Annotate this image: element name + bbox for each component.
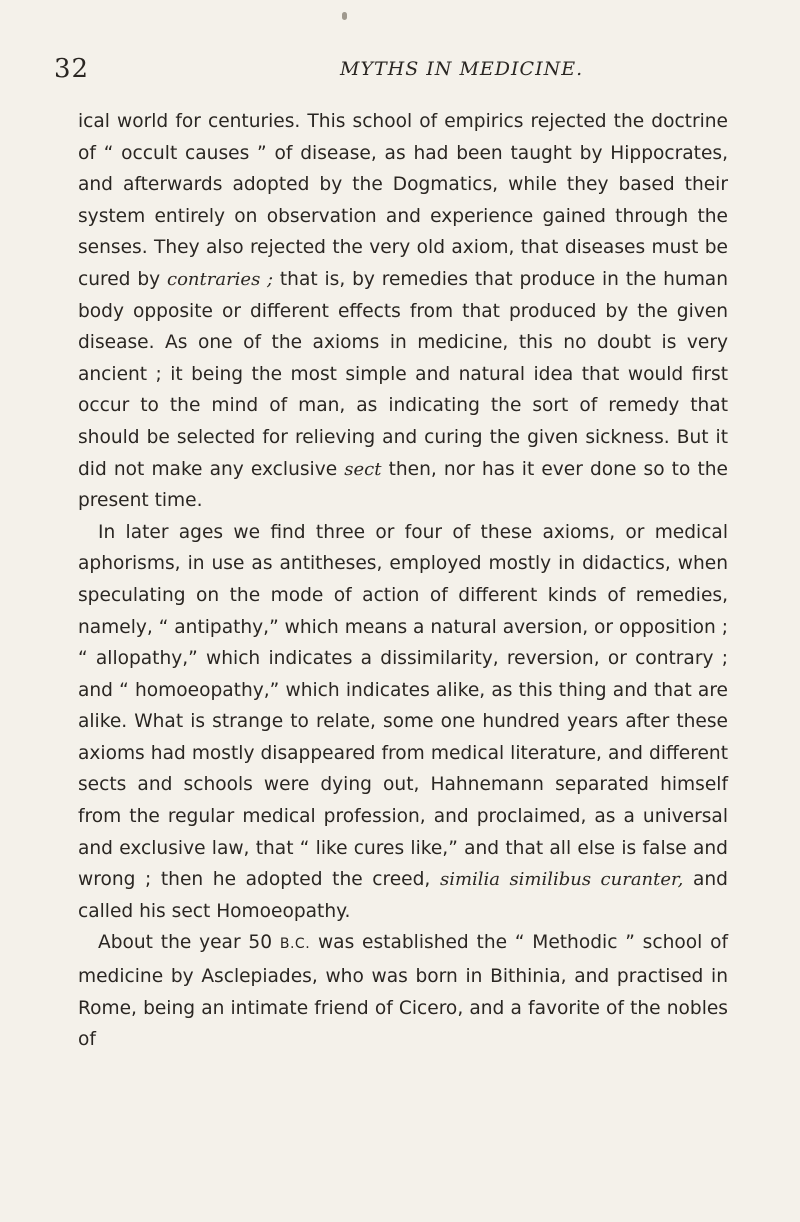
italic-run: sect — [344, 458, 382, 480]
page-header — [54, 54, 720, 94]
running-title: MYTHS IN MEDICINE. — [340, 58, 584, 80]
text-run: ical world for centuries. This school of empirics rejected the doctrine of “ occult causes ” of disease, as had been taught by Hippocrates, and afterwards adopted by the Dogmatics, while they based their system entirely on observation and experience gained through the senses. They also rejected the very old axiom, that diseases must be cured by — [78, 111, 728, 290]
page-number: 32 — [54, 54, 90, 84]
paragraph-1 — [78, 106, 728, 517]
text-run: About the year 50 — [98, 932, 280, 954]
text-run: that is, by remedies that produce in the human body opposite or different effects from that produced by the given disease. As one of the axioms in medicine, this no doubt is very ancient ; it being the most simple and natural idea that would first occur to the mind of man, as indicating the sort of remedy that should be selected for relieving and curing the given sickness. But it did not make any exclusive — [78, 268, 728, 480]
text-run: In later ages we find three or four of these axioms, or medical aphorisms, in use as antitheses, employed mostly in didactics, when speculating on the mode of action of different kinds of remedies, namely, “ antipathy,” which means a natural aversion, or opposition ; “ allopathy,” which indicates a dissimilarity, reversion, or contrary ; and “ homoeopathy,” which indicates alike, as this thing and that are alike. What is strange to relate, some one hundred years after these axioms had mostly disappeared from medical literature, and different sects and schools were dying out, Hahnemann separated himself from the regular medical profession, and proclaimed, as a universal and exclusive law, that “ like cures like,” and that all else is false and wrong ; then he adopted the creed, — [78, 521, 728, 891]
text-run: then, nor has it ever done so to the present time. — [78, 458, 728, 512]
body-text — [78, 106, 728, 1056]
italic-run: contraries ; — [166, 268, 274, 290]
text-run: was established the “ Methodic ” school of medicine by Asclepiades, who was born in Bithinia, and practised in Rome, being an intimate friend of Cicero, and a favorite of the nobles of — [78, 932, 729, 1051]
italic-run: similia similibus curanter, — [439, 869, 684, 891]
print-speck — [342, 12, 347, 20]
paragraph-3 — [78, 927, 728, 1055]
text-run: and called his sect Homoeopathy. — [78, 869, 728, 922]
smallcaps-run: B.C. — [279, 936, 311, 953]
paragraph-2 — [78, 517, 728, 928]
